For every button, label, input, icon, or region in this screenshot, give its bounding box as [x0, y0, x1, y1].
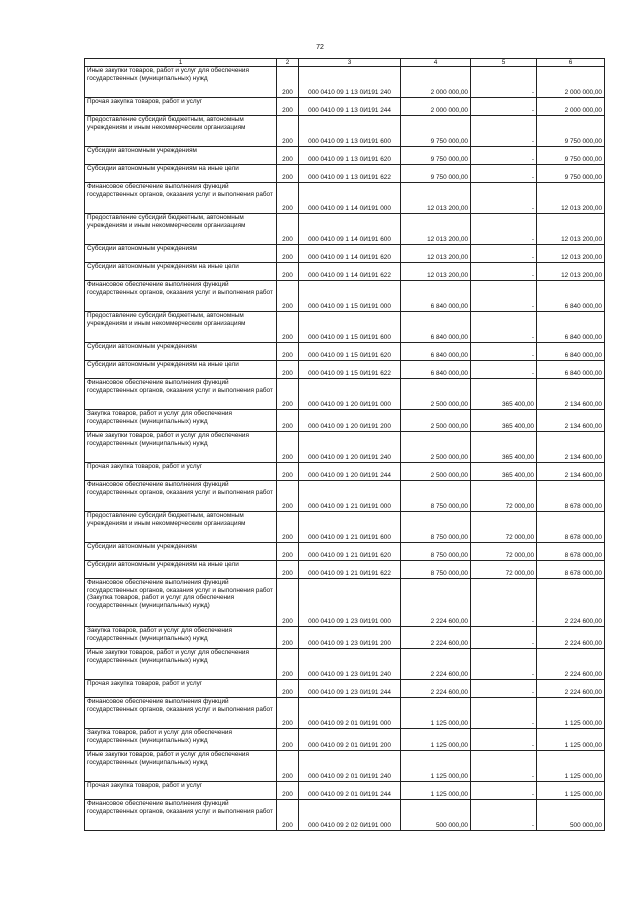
line-code: 200	[277, 751, 299, 782]
item-name: Предоставление субсидий бюджетным, автономным учреждениям и иным некоммерческим организациям	[85, 214, 277, 245]
executed-amount: -	[471, 312, 537, 343]
executed-amount: 72 000,00	[471, 561, 537, 579]
line-code: 200	[277, 116, 299, 147]
approved-amount: 9 750 000,00	[401, 165, 471, 183]
line-code: 200	[277, 312, 299, 343]
executed-amount: -	[471, 751, 537, 782]
table-row	[85, 649, 605, 680]
unexecuted-amount: 9 750 000,00	[537, 147, 605, 165]
executed-amount: -	[471, 147, 537, 165]
table-row	[85, 432, 605, 463]
item-name: Предоставление субсидий бюджетным, автономным учреждениям и иным некоммерческим организациям	[85, 512, 277, 543]
approved-amount: 9 750 000,00	[401, 116, 471, 147]
unexecuted-amount: 2 134 600,00	[537, 379, 605, 410]
classification-code: 000 0410 09 2 01 0И191 000	[299, 698, 401, 729]
unexecuted-amount: 2 000 000,00	[537, 98, 605, 116]
item-name: Прочая закупка товаров, работ и услуг	[85, 463, 277, 481]
line-code: 200	[277, 627, 299, 649]
line-code: 200	[277, 512, 299, 543]
executed-amount: -	[471, 183, 537, 214]
classification-code: 000 0410 09 2 01 0И191 240	[299, 751, 401, 782]
item-name: Финансовое обеспечение выполнения функций государственных органов, оказания услуг и выполнения работ	[85, 698, 277, 729]
approved-amount: 6 840 000,00	[401, 343, 471, 361]
table-row	[85, 263, 605, 281]
classification-code: 000 0410 09 1 15 0И191 622	[299, 361, 401, 379]
line-code: 200	[277, 281, 299, 312]
item-name: Субсидии автономным учреждениям	[85, 343, 277, 361]
item-name: Финансовое обеспечение выполнения функций государственных органов, оказания услуг и выполнения работ	[85, 281, 277, 312]
executed-amount: -	[471, 263, 537, 281]
line-code: 200	[277, 343, 299, 361]
classification-code: 000 0410 09 1 13 0И191 240	[299, 67, 401, 98]
classification-code: 000 0410 09 1 21 0И191 600	[299, 512, 401, 543]
line-code: 200	[277, 463, 299, 481]
table-row	[85, 67, 605, 98]
line-code: 200	[277, 245, 299, 263]
executed-amount: -	[471, 361, 537, 379]
item-name: Финансовое обеспечение выполнения функций государственных органов, оказания услуг и выполнения работ	[85, 183, 277, 214]
table-row	[85, 782, 605, 800]
unexecuted-amount: 1 125 000,00	[537, 698, 605, 729]
classification-code: 000 0410 09 1 20 0И191 240	[299, 432, 401, 463]
classification-code: 000 0410 09 1 15 0И191 000	[299, 281, 401, 312]
unexecuted-amount: 9 750 000,00	[537, 116, 605, 147]
classification-code: 000 0410 09 2 01 0И191 200	[299, 729, 401, 751]
unexecuted-amount: 2 134 600,00	[537, 432, 605, 463]
table-row	[85, 751, 605, 782]
header-row	[85, 59, 605, 67]
unexecuted-amount: 2 224 600,00	[537, 579, 605, 627]
executed-amount: -	[471, 680, 537, 698]
approved-amount: 12 013 200,00	[401, 263, 471, 281]
approved-amount: 6 840 000,00	[401, 312, 471, 343]
approved-amount: 8 750 000,00	[401, 512, 471, 543]
header-cell-3: 3	[299, 59, 401, 67]
executed-amount: -	[471, 116, 537, 147]
table-row	[85, 800, 605, 831]
approved-amount: 8 750 000,00	[401, 481, 471, 512]
classification-code: 000 0410 09 1 15 0И191 600	[299, 312, 401, 343]
line-code: 200	[277, 67, 299, 98]
classification-code: 000 0410 09 2 01 0И191 244	[299, 782, 401, 800]
approved-amount: 2 000 000,00	[401, 98, 471, 116]
approved-amount: 2 000 000,00	[401, 67, 471, 98]
table-row	[85, 729, 605, 751]
approved-amount: 1 125 000,00	[401, 698, 471, 729]
classification-code: 000 0410 09 1 23 0И191 000	[299, 579, 401, 627]
executed-amount: -	[471, 579, 537, 627]
item-name: Субсидии автономным учреждениям на иные цели	[85, 165, 277, 183]
approved-amount: 2 500 000,00	[401, 379, 471, 410]
approved-amount: 12 013 200,00	[401, 214, 471, 245]
unexecuted-amount: 1 125 000,00	[537, 729, 605, 751]
classification-code: 000 0410 09 1 13 0И191 620	[299, 147, 401, 165]
unexecuted-amount: 2 134 600,00	[537, 463, 605, 481]
executed-amount: -	[471, 800, 537, 831]
header-cell-2: 2	[277, 59, 299, 67]
executed-amount: -	[471, 214, 537, 245]
executed-amount: -	[471, 782, 537, 800]
item-name: Финансовое обеспечение выполнения функций государственных органов, оказания услуг и выполнения работ (Закупка товаров, работ и услуг для обеспечения государственных (муниципальных) нужд)	[85, 579, 277, 627]
line-code: 200	[277, 729, 299, 751]
unexecuted-amount: 8 678 000,00	[537, 512, 605, 543]
approved-amount: 6 840 000,00	[401, 281, 471, 312]
budget-table	[84, 58, 605, 831]
table-row	[85, 281, 605, 312]
table-row	[85, 183, 605, 214]
unexecuted-amount: 2 224 600,00	[537, 649, 605, 680]
classification-code: 000 0410 09 1 13 0И191 600	[299, 116, 401, 147]
line-code: 200	[277, 379, 299, 410]
unexecuted-amount: 1 125 000,00	[537, 782, 605, 800]
table-row	[85, 512, 605, 543]
item-name: Иные закупки товаров, работ и услуг для обеспечения государственных (муниципальных) нужд	[85, 649, 277, 680]
item-name: Субсидии автономным учреждениям	[85, 147, 277, 165]
classification-code: 000 0410 09 1 20 0И191 200	[299, 410, 401, 432]
unexecuted-amount: 1 125 000,00	[537, 751, 605, 782]
page-number: 72	[316, 44, 324, 51]
line-code: 200	[277, 800, 299, 831]
unexecuted-amount: 12 013 200,00	[537, 214, 605, 245]
table-row	[85, 543, 605, 561]
classification-code: 000 0410 09 2 02 0И191 000	[299, 800, 401, 831]
approved-amount: 6 840 000,00	[401, 361, 471, 379]
approved-amount: 2 500 000,00	[401, 463, 471, 481]
item-name: Финансовое обеспечение выполнения функций государственных органов, оказания услуг и выполнения работ	[85, 800, 277, 831]
table-row	[85, 312, 605, 343]
unexecuted-amount: 2 000 000,00	[537, 67, 605, 98]
item-name: Прочая закупка товаров, работ и услуг	[85, 680, 277, 698]
line-code: 200	[277, 561, 299, 579]
line-code: 200	[277, 165, 299, 183]
unexecuted-amount: 8 678 000,00	[537, 543, 605, 561]
classification-code: 000 0410 09 1 23 0И191 244	[299, 680, 401, 698]
table-row	[85, 245, 605, 263]
unexecuted-amount: 6 840 000,00	[537, 361, 605, 379]
table-row	[85, 698, 605, 729]
line-code: 200	[277, 263, 299, 281]
classification-code: 000 0410 09 1 14 0И191 620	[299, 245, 401, 263]
executed-amount: 72 000,00	[471, 481, 537, 512]
executed-amount: 72 000,00	[471, 512, 537, 543]
line-code: 200	[277, 649, 299, 680]
classification-code: 000 0410 09 1 14 0И191 622	[299, 263, 401, 281]
executed-amount: -	[471, 698, 537, 729]
table-row	[85, 361, 605, 379]
line-code: 200	[277, 432, 299, 463]
table-row	[85, 343, 605, 361]
item-name: Иные закупки товаров, работ и услуг для обеспечения государственных (муниципальных) нужд	[85, 432, 277, 463]
classification-code: 000 0410 09 1 20 0И191 244	[299, 463, 401, 481]
approved-amount: 2 224 600,00	[401, 579, 471, 627]
item-name: Иные закупки товаров, работ и услуг для обеспечения государственных (муниципальных) нужд	[85, 67, 277, 98]
classification-code: 000 0410 09 1 13 0И191 244	[299, 98, 401, 116]
item-name: Предоставление субсидий бюджетным, автономным учреждениям и иным некоммерческим организациям	[85, 116, 277, 147]
item-name: Финансовое обеспечение выполнения функций государственных органов, оказания услуг и выполнения работ	[85, 481, 277, 512]
unexecuted-amount: 6 840 000,00	[537, 343, 605, 361]
executed-amount: 72 000,00	[471, 543, 537, 561]
classification-code: 000 0410 09 1 21 0И191 620	[299, 543, 401, 561]
approved-amount: 8 750 000,00	[401, 543, 471, 561]
classification-code: 000 0410 09 1 15 0И191 620	[299, 343, 401, 361]
unexecuted-amount: 2 134 600,00	[537, 410, 605, 432]
table-row	[85, 579, 605, 627]
classification-code: 000 0410 09 1 21 0И191 622	[299, 561, 401, 579]
table-row	[85, 463, 605, 481]
approved-amount: 1 125 000,00	[401, 729, 471, 751]
unexecuted-amount: 500 000,00	[537, 800, 605, 831]
classification-code: 000 0410 09 1 23 0И191 240	[299, 649, 401, 680]
table-row	[85, 165, 605, 183]
approved-amount: 2 224 600,00	[401, 627, 471, 649]
header-cell-6: 6	[537, 59, 605, 67]
executed-amount: -	[471, 649, 537, 680]
unexecuted-amount: 12 013 200,00	[537, 183, 605, 214]
line-code: 200	[277, 410, 299, 432]
item-name: Закупка товаров, работ и услуг для обеспечения государственных (муниципальных) нужд	[85, 410, 277, 432]
table-row	[85, 214, 605, 245]
item-name: Субсидии автономным учреждениям на иные цели	[85, 263, 277, 281]
item-name: Иные закупки товаров, работ и услуг для обеспечения государственных (муниципальных) нужд	[85, 751, 277, 782]
approved-amount: 9 750 000,00	[401, 147, 471, 165]
table-row	[85, 116, 605, 147]
table-row	[85, 410, 605, 432]
item-name: Закупка товаров, работ и услуг для обеспечения государственных (муниципальных) нужд	[85, 729, 277, 751]
unexecuted-amount: 12 013 200,00	[537, 245, 605, 263]
executed-amount: 365 400,00	[471, 463, 537, 481]
table-row	[85, 98, 605, 116]
unexecuted-amount: 2 224 600,00	[537, 680, 605, 698]
item-name: Закупка товаров, работ и услуг для обеспечения государственных (муниципальных) нужд	[85, 627, 277, 649]
line-code: 200	[277, 481, 299, 512]
unexecuted-amount: 2 224 600,00	[537, 627, 605, 649]
classification-code: 000 0410 09 1 13 0И191 622	[299, 165, 401, 183]
unexecuted-amount: 12 013 200,00	[537, 263, 605, 281]
item-name: Предоставление субсидий бюджетным, автономным учреждениям и иным некоммерческим организациям	[85, 312, 277, 343]
executed-amount: 365 400,00	[471, 379, 537, 410]
executed-amount: -	[471, 245, 537, 263]
unexecuted-amount: 9 750 000,00	[537, 165, 605, 183]
executed-amount: 365 400,00	[471, 432, 537, 463]
item-name: Прочая закупка товаров, работ и услуг	[85, 98, 277, 116]
line-code: 200	[277, 183, 299, 214]
approved-amount: 1 125 000,00	[401, 782, 471, 800]
approved-amount: 12 013 200,00	[401, 183, 471, 214]
line-code: 200	[277, 98, 299, 116]
classification-code: 000 0410 09 1 14 0И191 600	[299, 214, 401, 245]
line-code: 200	[277, 698, 299, 729]
executed-amount: -	[471, 729, 537, 751]
approved-amount: 2 224 600,00	[401, 680, 471, 698]
item-name: Прочая закупка товаров, работ и услуг	[85, 782, 277, 800]
approved-amount: 2 224 600,00	[401, 649, 471, 680]
line-code: 200	[277, 680, 299, 698]
header-cell-4: 4	[401, 59, 471, 67]
table-row	[85, 627, 605, 649]
item-name: Финансовое обеспечение выполнения функций государственных органов, оказания услуг и выполнения работ	[85, 379, 277, 410]
executed-amount: -	[471, 67, 537, 98]
table-row	[85, 481, 605, 512]
line-code: 200	[277, 361, 299, 379]
unexecuted-amount: 6 840 000,00	[537, 312, 605, 343]
approved-amount: 2 500 000,00	[401, 432, 471, 463]
classification-code: 000 0410 09 1 20 0И191 000	[299, 379, 401, 410]
table-row	[85, 680, 605, 698]
classification-code: 000 0410 09 1 23 0И191 200	[299, 627, 401, 649]
line-code: 200	[277, 782, 299, 800]
approved-amount: 1 125 000,00	[401, 751, 471, 782]
executed-amount: -	[471, 343, 537, 361]
header-cell-5: 5	[471, 59, 537, 67]
item-name: Субсидии автономным учреждениям на иные цели	[85, 561, 277, 579]
line-code: 200	[277, 543, 299, 561]
line-code: 200	[277, 147, 299, 165]
executed-amount: 365 400,00	[471, 410, 537, 432]
executed-amount: -	[471, 165, 537, 183]
approved-amount: 12 013 200,00	[401, 245, 471, 263]
header-cell-1: 1	[85, 59, 277, 67]
approved-amount: 500 000,00	[401, 800, 471, 831]
item-name: Субсидии автономным учреждениям	[85, 543, 277, 561]
unexecuted-amount: 8 678 000,00	[537, 561, 605, 579]
unexecuted-amount: 6 840 000,00	[537, 281, 605, 312]
executed-amount: -	[471, 627, 537, 649]
item-name: Субсидии автономным учреждениям на иные цели	[85, 361, 277, 379]
approved-amount: 2 500 000,00	[401, 410, 471, 432]
item-name: Субсидии автономным учреждениям	[85, 245, 277, 263]
approved-amount: 8 750 000,00	[401, 561, 471, 579]
classification-code: 000 0410 09 1 14 0И191 000	[299, 183, 401, 214]
line-code: 200	[277, 214, 299, 245]
executed-amount: -	[471, 98, 537, 116]
table-row	[85, 379, 605, 410]
unexecuted-amount: 8 678 000,00	[537, 481, 605, 512]
table-row	[85, 561, 605, 579]
classification-code: 000 0410 09 1 21 0И191 000	[299, 481, 401, 512]
table-row	[85, 147, 605, 165]
line-code: 200	[277, 579, 299, 627]
executed-amount: -	[471, 281, 537, 312]
